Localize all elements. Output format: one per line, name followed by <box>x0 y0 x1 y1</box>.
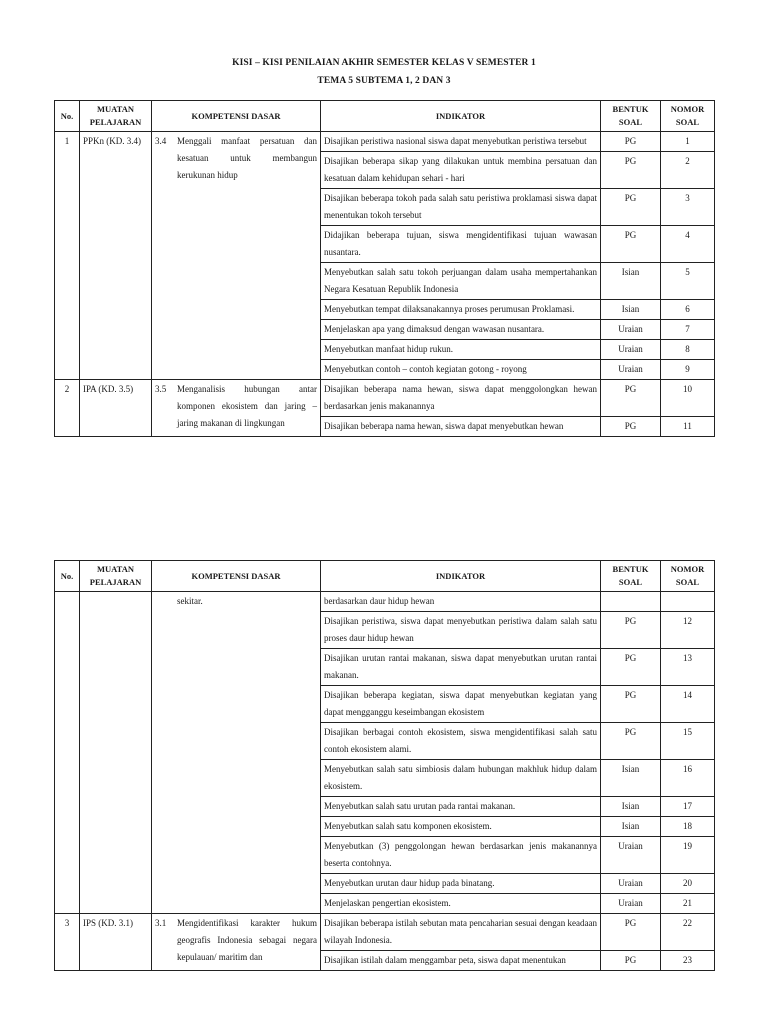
nomor-soal-cell: 20 <box>661 874 715 894</box>
kompetensi-dasar <box>152 592 321 914</box>
nomor-soal-cell: 18 <box>661 817 715 837</box>
nomor-soal-cell: 21 <box>661 894 715 914</box>
nomor-soal-cell <box>661 592 715 612</box>
indikator-cell: Disajikan berbagai contoh ekosistem, siswa mengidentifikasi salah satu contoh ekosistem alami. <box>321 723 601 760</box>
bentuk-soal-cell: Uraian <box>601 874 661 894</box>
indikator-cell: Didajikan beberapa tujuan, siswa mengidentifikasi tujuan wawasan nusantara. <box>321 226 601 263</box>
row-no <box>55 592 80 914</box>
muatan-pelajaran: IPS (KD. 3.1) <box>80 914 152 971</box>
indikator-cell: Disajikan beberapa tokoh pada salah satu peristiwa proklamasi siswa dapat menentukan tokoh tersebut <box>321 189 601 226</box>
nomor-soal-cell: 13 <box>661 649 715 686</box>
bentuk-soal-cell: PG <box>601 723 661 760</box>
bentuk-soal-cell: PG <box>601 132 661 152</box>
bentuk-soal-cell: Isian <box>601 300 661 320</box>
indikator-cell: Menyebutkan salah satu simbiosis dalam hubungan makhluk hidup dalam ekosistem. <box>321 760 601 797</box>
table-header-row <box>55 101 715 132</box>
bentuk-soal-cell: PG <box>601 914 661 951</box>
bentuk-soal-cell: Uraian <box>601 837 661 874</box>
muatan-pelajaran <box>80 592 152 914</box>
kd-number: 3.1 <box>155 918 167 928</box>
header-muatan: MUATAN PELAJARAN <box>80 101 152 132</box>
header-indikator: INDIKATOR <box>321 101 601 132</box>
header-no: No. <box>55 101 80 132</box>
header-indikator: INDIKATOR <box>321 561 601 592</box>
header-bentuk-soal: BENTUK SOAL <box>601 561 661 592</box>
row-no: 3 <box>55 914 80 971</box>
indikator-cell: Menjelaskan apa yang dimaksud dengan wawasan nusantara. <box>321 320 601 340</box>
indikator-cell: Disajikan beberapa nama hewan, siswa dapat menyebutkan hewan <box>321 417 601 437</box>
nomor-soal-cell: 9 <box>661 360 715 380</box>
indikator-cell: Menjelaskan pengertian ekosistem. <box>321 894 601 914</box>
bentuk-soal-cell: Isian <box>601 263 661 300</box>
bentuk-soal-cell: Uraian <box>601 894 661 914</box>
table-header-row <box>55 561 715 592</box>
nomor-soal-cell: 19 <box>661 837 715 874</box>
indikator-cell: Menyebutkan tempat dilaksanakannya proses perumusan Proklamasi. <box>321 300 601 320</box>
indikator-cell: Disajikan beberapa nama hewan, siswa dapat menggolongkan hewan berdasarkan jenis makanannya <box>321 380 601 417</box>
bentuk-soal-cell: PG <box>601 612 661 649</box>
bentuk-soal-cell: PG <box>601 152 661 189</box>
nomor-soal-cell: 22 <box>661 914 715 951</box>
kd-text: Mengidentifikasi karakter hukum geografis Indonesia sebagai negara kepulauan/ maritim dan <box>177 918 317 962</box>
kompetensi-dasar <box>152 914 321 971</box>
row-no: 2 <box>55 380 80 437</box>
kd-text-continued: sekitar. <box>177 596 203 606</box>
indikator-cell: Menyebutkan salah satu komponen ekosistem. <box>321 817 601 837</box>
kisi-table-2 <box>54 560 715 971</box>
header-kompetensi-dasar: KOMPETENSI DASAR <box>152 561 321 592</box>
indikator-cell: Menyebutkan salah satu tokoh perjuangan dalam usaha mempertahankan Negara Kesatuan Republik Indonesia <box>321 263 601 300</box>
nomor-soal-cell: 15 <box>661 723 715 760</box>
nomor-soal-cell: 5 <box>661 263 715 300</box>
bentuk-soal-cell: Isian <box>601 817 661 837</box>
bentuk-soal-cell: PG <box>601 380 661 417</box>
nomor-soal-cell: 12 <box>661 612 715 649</box>
bentuk-soal-cell: PG <box>601 951 661 971</box>
indikator-cell: Disajikan istilah dalam menggambar peta, siswa dapat menentukan <box>321 951 601 971</box>
nomor-soal-cell: 23 <box>661 951 715 971</box>
kd-number: 3.4 <box>155 136 167 146</box>
bentuk-soal-cell: PG <box>601 649 661 686</box>
header-nomor-soal: NOMOR SOAL <box>661 561 715 592</box>
indikator-cell: Menyebutkan (3) penggolongan hewan berdasarkan jenis makanannya beserta contohnya. <box>321 837 601 874</box>
kompetensi-dasar <box>152 132 321 380</box>
bentuk-soal-cell: Uraian <box>601 340 661 360</box>
indikator-cell: Disajikan urutan rantai makanan, siswa dapat menyebutkan urutan rantai makanan. <box>321 649 601 686</box>
nomor-soal-cell: 6 <box>661 300 715 320</box>
header-muatan: MUATAN PELAJARAN <box>80 561 152 592</box>
table-row <box>55 914 715 951</box>
indikator-cell: Disajikan beberapa kegiatan, siswa dapat menyebutkan kegiatan yang dapat mengganggu keseimbangan ekosistem <box>321 686 601 723</box>
indikator-cell: Disajikan beberapa sikap yang dilakukan untuk membina persatuan dan kesatuan dalam kehidupan sehari - hari <box>321 152 601 189</box>
bentuk-soal-cell: PG <box>601 417 661 437</box>
indikator-cell: Menyebutkan urutan daur hidup pada binatang. <box>321 874 601 894</box>
kompetensi-dasar <box>152 380 321 437</box>
nomor-soal-cell: 8 <box>661 340 715 360</box>
nomor-soal-cell: 11 <box>661 417 715 437</box>
header-nomor-soal: NOMOR SOAL <box>661 101 715 132</box>
indikator-cell: Disajikan beberapa istilah sebutan mata pencaharian sesuai dengan keadaan wilayah Indonesia. <box>321 914 601 951</box>
bentuk-soal-cell: PG <box>601 686 661 723</box>
bentuk-soal-cell: Isian <box>601 797 661 817</box>
indikator-cell: Menyebutkan contoh – contoh kegiatan gotong - royong <box>321 360 601 380</box>
table-row <box>55 380 715 417</box>
header-no: No. <box>55 561 80 592</box>
bentuk-soal-cell: Uraian <box>601 360 661 380</box>
row-no: 1 <box>55 132 80 380</box>
header-kompetensi-dasar: KOMPETENSI DASAR <box>152 101 321 132</box>
table-row <box>55 132 715 152</box>
table-row <box>55 592 715 612</box>
nomor-soal-cell: 17 <box>661 797 715 817</box>
kd-number: 3.5 <box>155 384 167 394</box>
indikator-cell: Disajikan peristiwa, siswa dapat menyebutkan peristiwa dalam salah satu proses daur hidup hewan <box>321 612 601 649</box>
nomor-soal-cell: 4 <box>661 226 715 263</box>
header-bentuk-soal: BENTUK SOAL <box>601 101 661 132</box>
nomor-soal-cell: 14 <box>661 686 715 723</box>
nomor-soal-cell: 2 <box>661 152 715 189</box>
bentuk-soal-cell <box>601 592 661 612</box>
muatan-pelajaran: IPA (KD. 3.5) <box>80 380 152 437</box>
bentuk-soal-cell: PG <box>601 226 661 263</box>
document-title: KISI – KISI PENILAIAN AKHIR SEMESTER KELAS V SEMESTER 1 <box>232 58 536 68</box>
bentuk-soal-cell: PG <box>601 189 661 226</box>
nomor-soal-cell: 3 <box>661 189 715 226</box>
nomor-soal-cell: 10 <box>661 380 715 417</box>
indikator-cell: Menyebutkan manfaat hidup rukun. <box>321 340 601 360</box>
indikator-cell: Disajikan peristiwa nasional siswa dapat menyebutkan peristiwa tersebut <box>321 132 601 152</box>
indikator-cell: Menyebutkan salah satu urutan pada rantai makanan. <box>321 797 601 817</box>
kd-text: Menggali manfaat persatuan dan kesatuan untuk membangun kerukunan hidup <box>177 136 317 180</box>
indikator-cell: berdasarkan daur hidup hewan <box>321 592 601 612</box>
nomor-soal-cell: 16 <box>661 760 715 797</box>
muatan-pelajaran: PPKn (KD. 3.4) <box>80 132 152 380</box>
kd-text: Menganalisis hubungan antar komponen ekosistem dan jaring – jaring makanan di lingkungan <box>177 384 317 428</box>
document-subtitle: TEMA 5 SUBTEMA 1, 2 DAN 3 <box>317 76 451 86</box>
kisi-table-1 <box>54 100 715 437</box>
bentuk-soal-cell: Isian <box>601 760 661 797</box>
nomor-soal-cell: 7 <box>661 320 715 340</box>
bentuk-soal-cell: Uraian <box>601 320 661 340</box>
nomor-soal-cell: 1 <box>661 132 715 152</box>
